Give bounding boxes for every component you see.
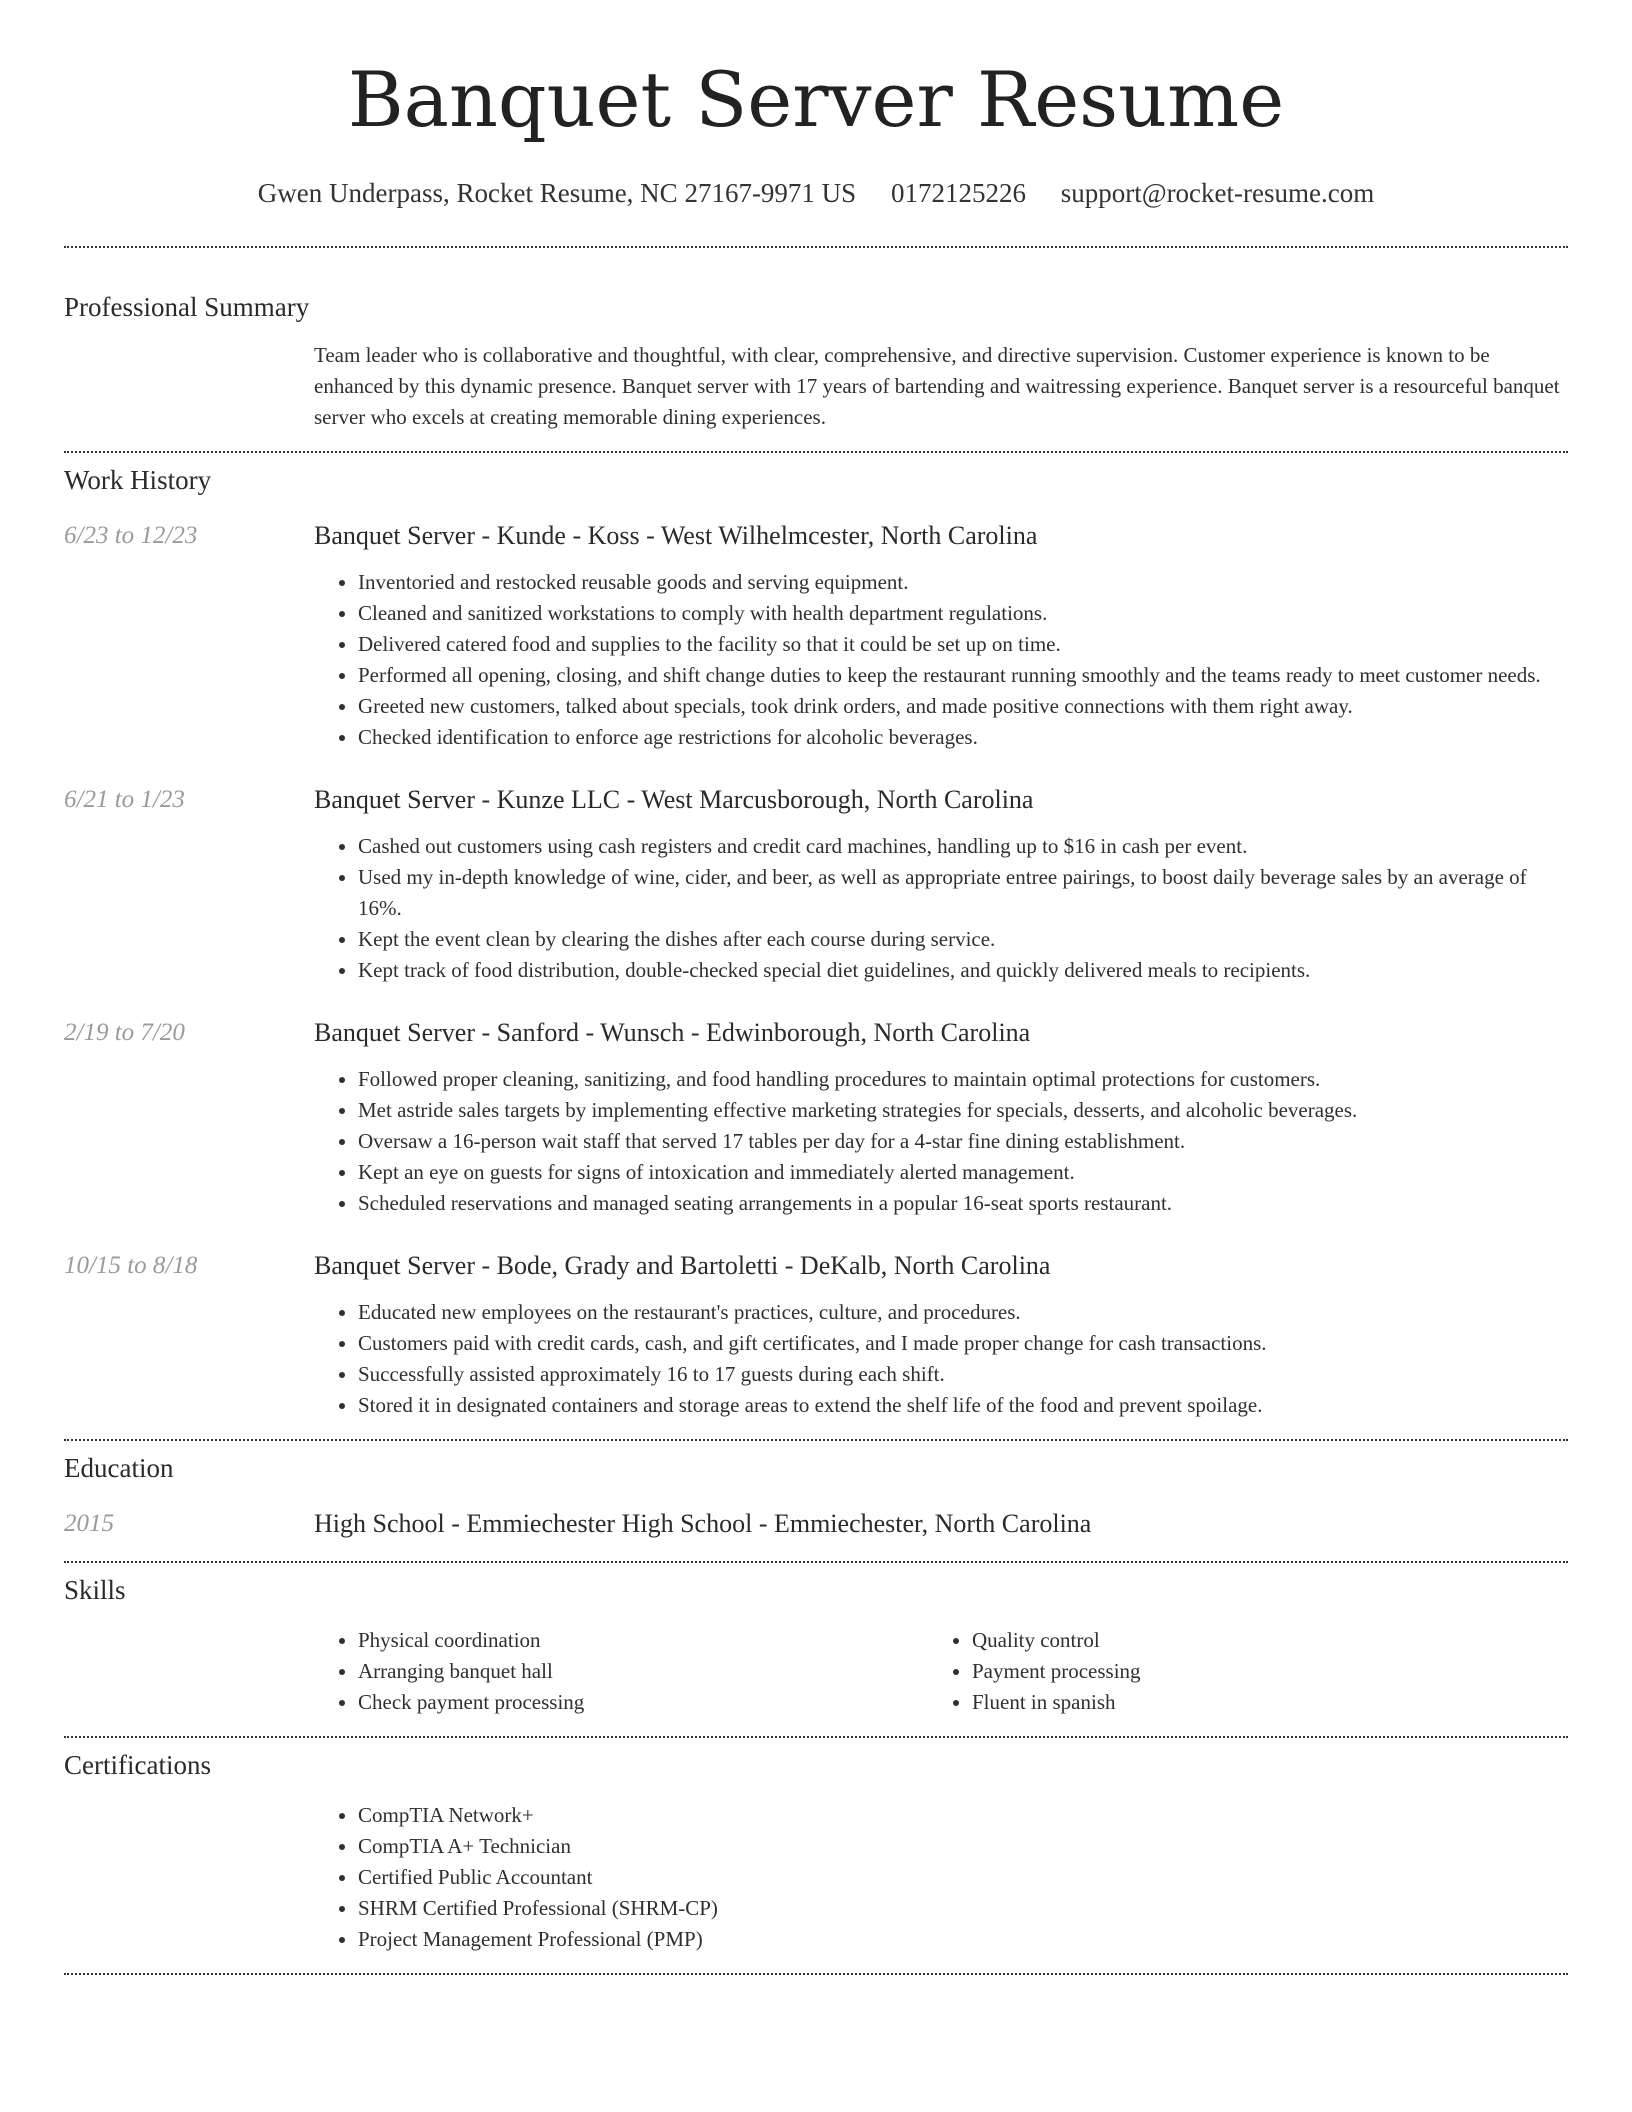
list-item: • Quality control (972, 1625, 1542, 1656)
job-heading: Banquet Server - Kunde - Koss - West Wilhelmcester, North Carolina (314, 521, 1038, 550)
certifications-list (314, 1800, 1568, 1955)
contact-phone: 0172125226 (890, 178, 1026, 208)
list-item: • Oversaw a 16-person wait staff that served 17 tables per day for a 4-star fine dining establishment. (358, 1126, 1568, 1157)
list-item: • Customers paid with credit cards, cash, and gift certificates, and I made proper change for cash transactions. (358, 1328, 1568, 1359)
summary-text: Team leader who is collaborative and thoughtful, with clear, comprehensive, and directive supervision. Customer experience is known to be enhanced by this dynamic presence. Banquet server with 17 years of bartending and waitressing experience. Banquet server is a resourceful banquet server who excels at creating memorable dining experiences. (314, 343, 1560, 429)
list-item: • Project Management Professional (PMP) (358, 1924, 1568, 1955)
skills-section (64, 1573, 1568, 1718)
list-item: • Successfully assisted approximately 16 to 17 guests during each shift. (358, 1359, 1568, 1390)
list-item: • CompTIA Network+ (358, 1800, 1568, 1831)
divider (64, 246, 1568, 248)
list-item: • Educated new employees on the restaurant's practices, culture, and procedures. (358, 1297, 1568, 1328)
education-section (64, 1451, 1568, 1541)
skills-heading: Skills (64, 1575, 126, 1605)
job-dates: 2/19 to 7/20 (64, 1019, 185, 1046)
education-year: 2015 (64, 1510, 114, 1537)
divider (64, 1973, 1568, 1975)
job-heading: Banquet Server - Kunze LLC - West Marcusborough, North Carolina (314, 785, 1034, 814)
list-item: • Certified Public Accountant (358, 1862, 1568, 1893)
job-bullets (314, 831, 1568, 986)
job-entry (64, 519, 1568, 753)
list-item: • Greeted new customers, talked about specials, took drink orders, and made positive connections with them right away. (358, 691, 1568, 722)
job-entry (64, 783, 1568, 986)
list-item: • Checked identification to enforce age restrictions for alcoholic beverages. (358, 722, 1568, 753)
list-item: • Kept track of food distribution, double-checked special diet guidelines, and quickly delivered meals to recipients. (358, 955, 1568, 986)
list-item: • Cleaned and sanitized workstations to comply with health department regulations. (358, 598, 1568, 629)
job-heading: Banquet Server - Bode, Grady and Bartoletti - DeKalb, North Carolina (314, 1251, 1051, 1280)
list-item: • Delivered catered food and supplies to the facility so that it could be set up on time. (358, 629, 1568, 660)
certifications-section (64, 1748, 1568, 1955)
job-bullets (314, 1297, 1568, 1421)
list-item: • Performed all opening, closing, and shift change duties to keep the restaurant running smoothly and the teams ready to meet customer needs. (358, 660, 1568, 691)
list-item: • Cashed out customers using cash registers and credit card machines, handling up to $16 in cash per event. (358, 831, 1568, 862)
list-item: • Payment processing (972, 1656, 1542, 1687)
divider (64, 1561, 1568, 1563)
job-dates: 10/15 to 8/18 (64, 1252, 198, 1279)
list-item: • Stored it in designated containers and storage areas to extend the shelf life of the food and prevent spoilage. (358, 1390, 1568, 1421)
list-item: • Used my in-depth knowledge of wine, cider, and beer, as well as appropriate entree pairings, to boost daily beverage sales by an average of 16%. (358, 862, 1568, 924)
list-item: • Check payment processing (358, 1687, 928, 1718)
list-item: • Inventoried and restocked reusable goods and serving equipment. (358, 567, 1568, 598)
education-entry: High School - Emmiechester High School - Emmiechester, North Carolina (314, 1509, 1092, 1538)
certifications-heading: Certifications (64, 1750, 211, 1780)
job-bullets (314, 1064, 1568, 1219)
list-item: • Physical coordination (358, 1625, 928, 1656)
list-item: • Arranging banquet hall (358, 1656, 928, 1687)
job-dates: 6/21 to 1/23 (64, 786, 185, 813)
job-bullets (314, 567, 1568, 753)
list-item: • Fluent in spanish (972, 1687, 1542, 1718)
divider (64, 1439, 1568, 1441)
contact-email: support@rocket-resume.com (1060, 178, 1375, 208)
work-history-section (64, 463, 1568, 1421)
skills-column-right (928, 1625, 1542, 1718)
summary-section (64, 290, 1568, 433)
skills-column-left (314, 1625, 928, 1718)
list-item: • Kept the event clean by clearing the dishes after each course during service. (358, 924, 1568, 955)
skills-grid (314, 1625, 1568, 1718)
divider (64, 1736, 1568, 1738)
job-entry (64, 1016, 1568, 1219)
list-item: • Kept an eye on guests for signs of intoxication and immediately alerted management. (358, 1157, 1568, 1188)
education-heading: Education (64, 1453, 174, 1483)
contact-line (64, 176, 1568, 210)
list-item: • Met astride sales targets by implementing effective marketing strategies for specials, desserts, and alcoholic beverages. (358, 1095, 1568, 1126)
job-entry (64, 1249, 1568, 1421)
list-item: • CompTIA A+ Technician (358, 1831, 1568, 1862)
contact-address: Gwen Underpass, Rocket Resume, NC 27167-9971 US (257, 178, 857, 208)
resume-title: Banquet Server Resume (347, 55, 1285, 144)
job-dates: 6/23 to 12/23 (64, 522, 198, 549)
divider (64, 451, 1568, 453)
job-heading: Banquet Server - Sanford - Wunsch - Edwinborough, North Carolina (314, 1018, 1031, 1047)
list-item: • Scheduled reservations and managed seating arrangements in a popular 16-seat sports restaurant. (358, 1188, 1568, 1219)
list-item: • Followed proper cleaning, sanitizing, and food handling procedures to maintain optimal protections for customers. (358, 1064, 1568, 1095)
list-item: • SHRM Certified Professional (SHRM-CP) (358, 1893, 1568, 1924)
summary-heading: Professional Summary (64, 292, 310, 322)
work-history-heading: Work History (64, 465, 212, 495)
